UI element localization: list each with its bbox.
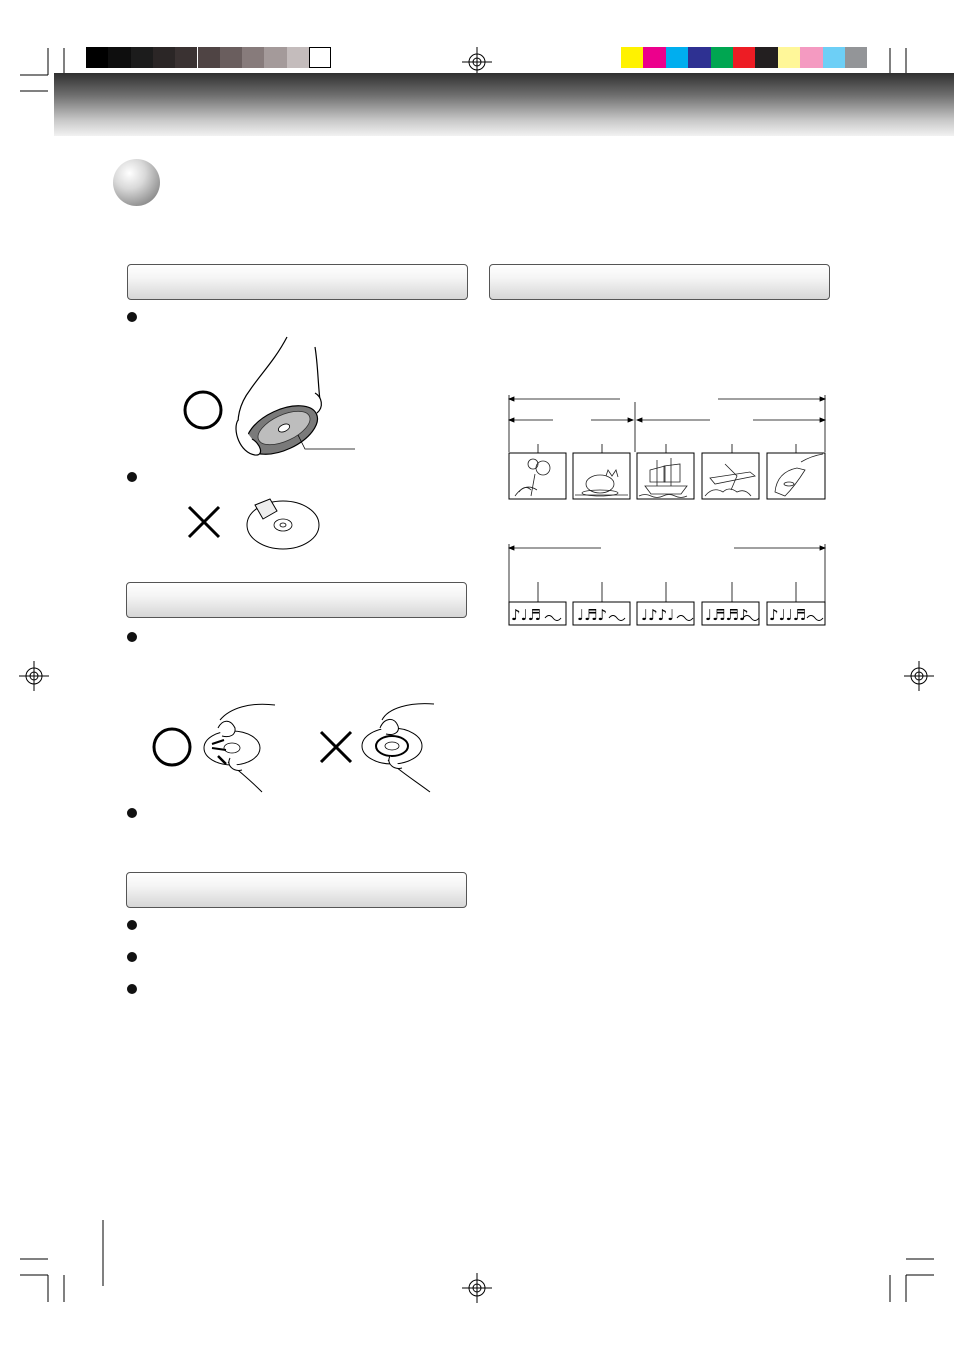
stuck-label-disc-illustration: [185, 495, 335, 555]
section-title-cleaning: [126, 582, 467, 618]
section-orb-icon: [113, 159, 160, 206]
color-swatch: [778, 47, 800, 68]
color-swatch: [800, 47, 822, 68]
svg-text:♩♬♬♪: ♩♬♬♪: [705, 606, 749, 624]
disc-structure-diagram: [505, 392, 835, 632]
registration-mark-right: [904, 661, 934, 691]
bullet-icon: [127, 984, 137, 994]
color-swatch: [733, 47, 755, 68]
frame-sunflower: [509, 453, 566, 499]
holding-disc-illustration: [180, 335, 380, 465]
circle-ok-icon: [185, 392, 221, 428]
color-swatch: [688, 47, 710, 68]
color-swatch: [309, 47, 331, 68]
section-title-handling: [127, 264, 468, 300]
frame-ship: [637, 453, 694, 499]
color-swatch: [621, 47, 643, 68]
svg-text:♩♪♪♩: ♩♪♪♩: [641, 606, 675, 624]
color-swatch: [823, 47, 845, 68]
section-title-structure: [489, 264, 830, 300]
color-swatch: [666, 47, 688, 68]
color-swatch: [198, 47, 220, 68]
color-swatch: [287, 47, 309, 68]
color-swatch: [175, 47, 197, 68]
bullet-icon: [127, 632, 137, 642]
color-swatch: [643, 47, 665, 68]
bullet-icon: [127, 952, 137, 962]
frame-cat: [573, 453, 630, 499]
color-swatch: [755, 47, 777, 68]
bullet-icon: [127, 920, 137, 930]
color-swatch: [220, 47, 242, 68]
color-swatch: [108, 47, 130, 68]
header-band: [54, 73, 954, 136]
color-swatch: [711, 47, 733, 68]
frame-airplane: [702, 453, 759, 499]
color-swatch: [153, 47, 175, 68]
svg-text:♩♬♪: ♩♬♪: [577, 606, 608, 624]
cross-ng-icon: [189, 507, 219, 537]
cross-ng-icon: [321, 732, 351, 762]
circle-ok-icon: [154, 729, 190, 765]
color-swatch: [131, 47, 153, 68]
registration-mark-left: [19, 661, 49, 691]
bullet-icon: [127, 808, 137, 818]
cleaning-wrong-illustration: [318, 700, 458, 800]
color-swatch: [845, 47, 867, 68]
cleaning-correct-illustration: [150, 700, 290, 800]
color-swatch: [264, 47, 286, 68]
svg-text:♪♩♩♬: ♪♩♩♬: [769, 606, 807, 624]
svg-text:♪♩♬: ♪♩♬: [511, 606, 542, 624]
section-title-storing: [126, 872, 467, 908]
color-swatch: [242, 47, 264, 68]
bullet-icon: [127, 472, 137, 482]
color-swatch: [86, 47, 108, 68]
registration-mark-bottom: [462, 1273, 492, 1303]
bullet-icon: [127, 312, 137, 322]
